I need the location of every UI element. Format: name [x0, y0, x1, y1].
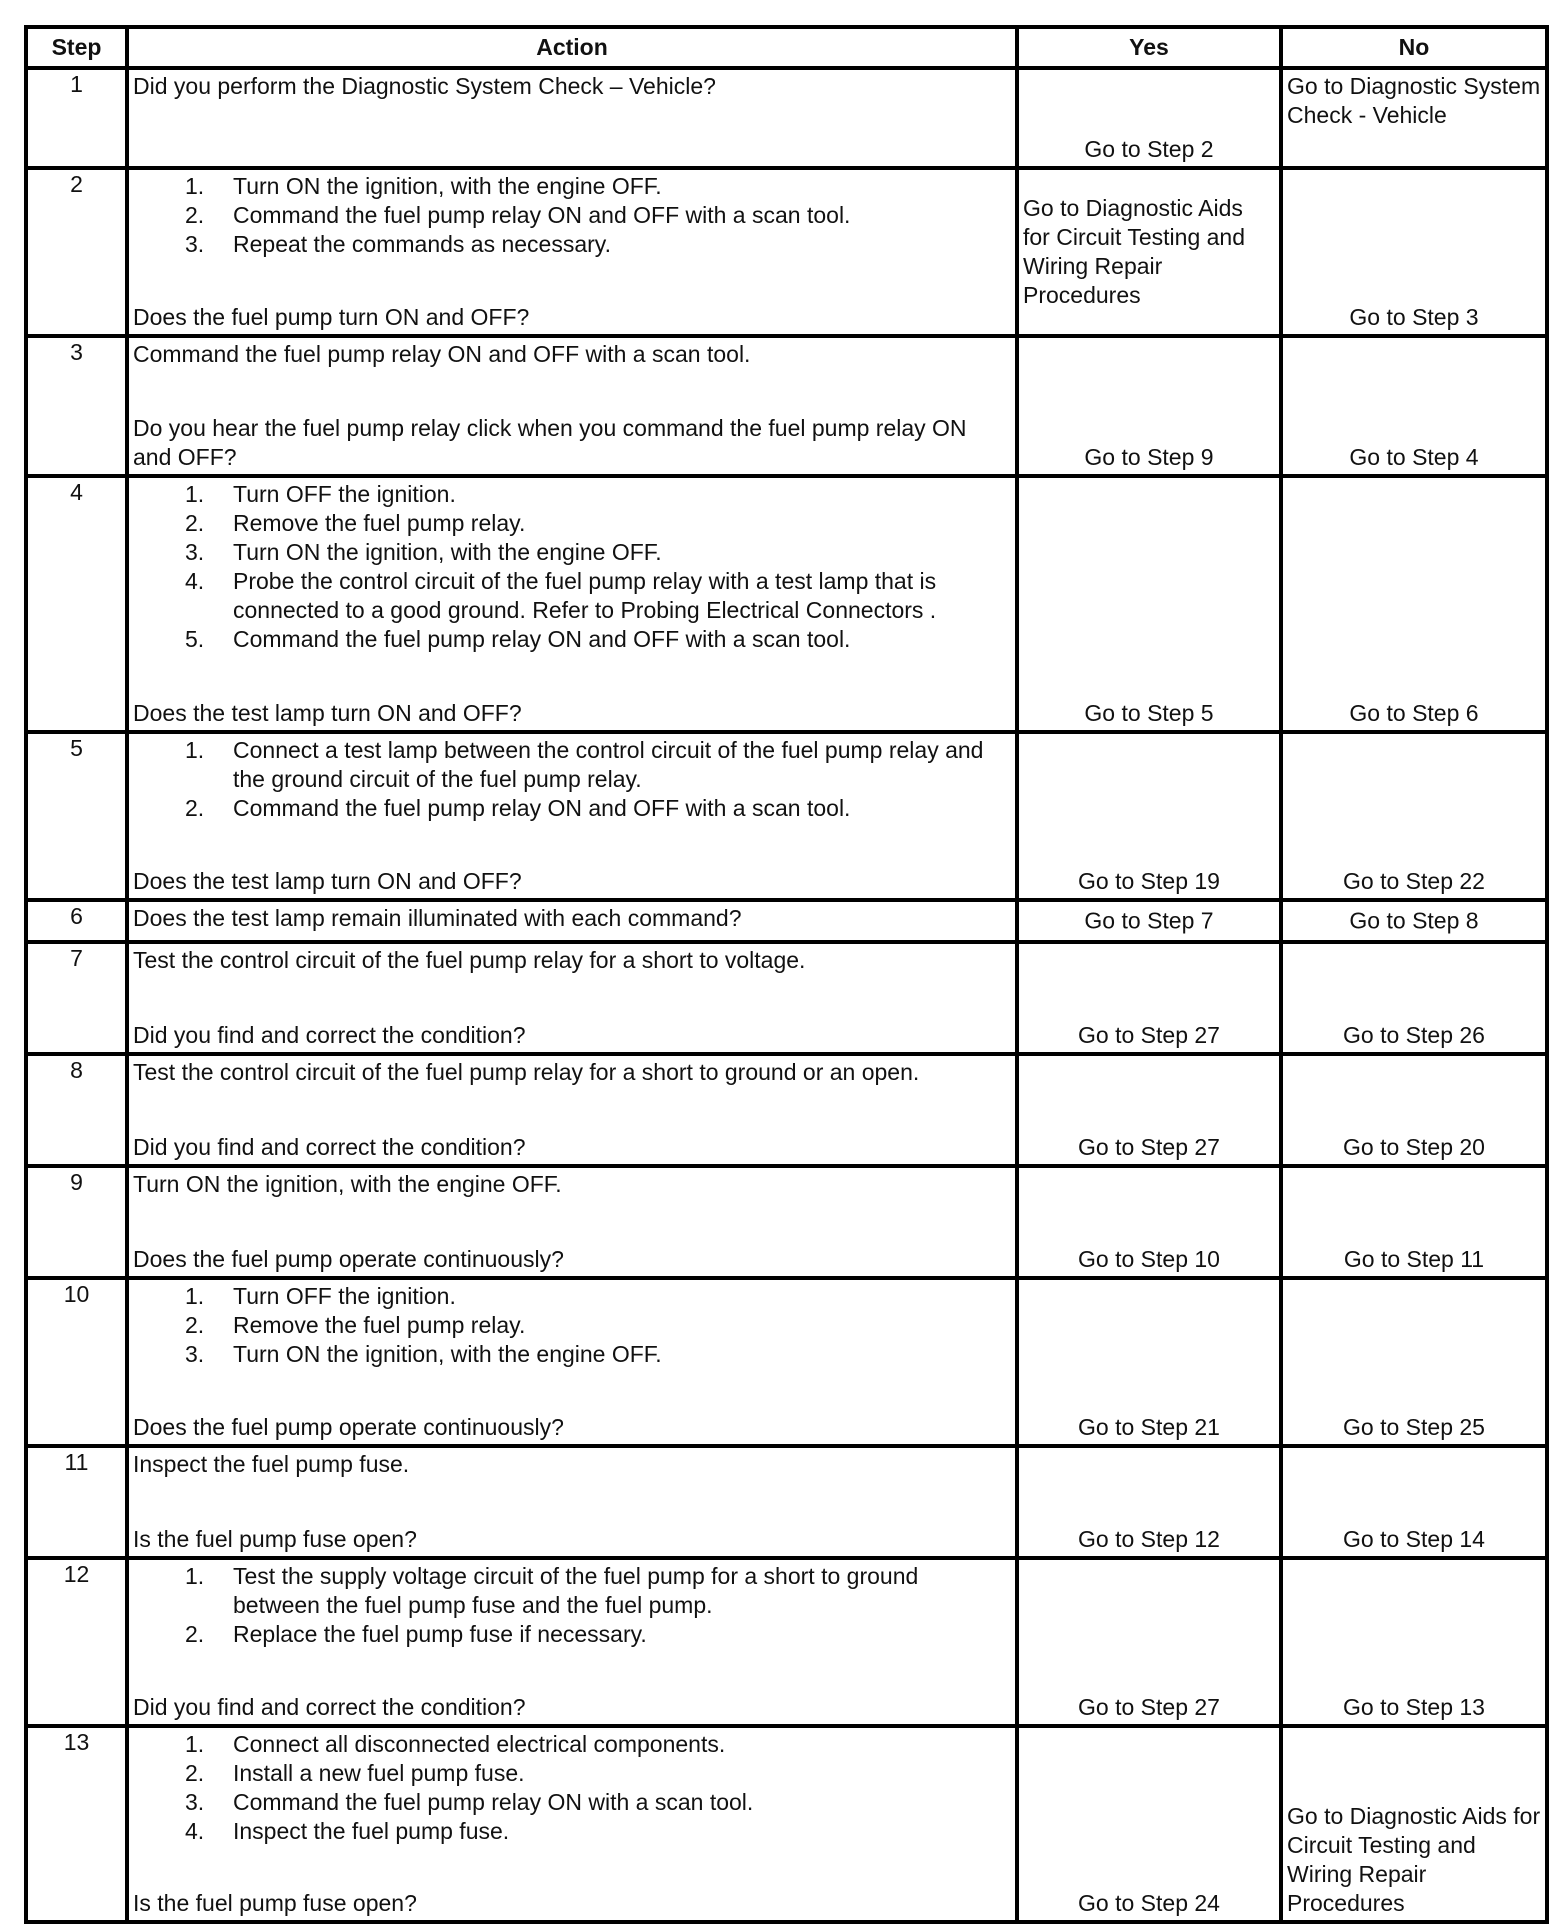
action-question: Is the fuel pump fuse open? — [133, 1526, 417, 1552]
action-step-text: Remove the fuel pump relay. — [233, 1312, 526, 1338]
yes-link[interactable]: Go to Step 2 — [1084, 136, 1214, 162]
action-cell — [127, 1278, 1017, 1446]
action-step-number: 2. — [185, 202, 205, 228]
action-question: Does the fuel pump operate continuously? — [133, 1414, 564, 1440]
yes-cell — [1017, 476, 1281, 732]
action-step-list — [133, 736, 1011, 823]
yes-link[interactable]: Go to Step 7 — [1084, 907, 1214, 934]
header-row — [26, 27, 1547, 68]
action-step-number: 3. — [185, 1789, 205, 1815]
action-step-number: 2. — [185, 795, 205, 821]
action-step-item — [133, 1817, 1011, 1846]
yes-cell — [1017, 1166, 1281, 1278]
no-cell — [1281, 68, 1547, 168]
no-link[interactable]: Go to Step 13 — [1343, 1694, 1485, 1720]
action-step-number: 2. — [185, 1760, 205, 1786]
action-step-list — [133, 1282, 1011, 1369]
action-step-list — [133, 1562, 1011, 1649]
table-body — [26, 68, 1547, 1922]
action-text: Test the control circuit of the fuel pump relay for a short to voltage. — [133, 947, 806, 973]
table-row — [26, 1446, 1547, 1558]
yes-cell — [1017, 1558, 1281, 1726]
step-number: 4 — [26, 476, 127, 732]
no-cell — [1281, 168, 1547, 336]
action-step-text: Command the fuel pump relay ON with a scan tool. — [233, 1789, 754, 1815]
yes-cell — [1017, 1726, 1281, 1922]
step-number: 1 — [26, 68, 127, 168]
action-step-item — [133, 230, 1011, 259]
action-step-number: 1. — [185, 1731, 205, 1757]
action-step-item — [133, 1759, 1011, 1788]
step-number: 11 — [26, 1446, 127, 1558]
action-step-number: 4. — [185, 1818, 205, 1844]
yes-link[interactable]: Go to Diagnostic Aids for Circuit Testing and Wiring Repair Procedures — [1023, 195, 1246, 308]
action-cell — [127, 1054, 1017, 1166]
yes-link[interactable]: Go to Step 19 — [1078, 868, 1220, 894]
step-number: 6 — [26, 900, 127, 942]
table-row — [26, 1278, 1547, 1446]
table-row — [26, 1558, 1547, 1726]
action-question: Does the fuel pump turn ON and OFF? — [133, 304, 530, 330]
action-cell — [127, 732, 1017, 900]
action-step-text: Probe the control circuit of the fuel pump relay with a test lamp that is connected to a good ground. Refer to Probing Electrical Connectors . — [233, 568, 937, 623]
action-cell — [127, 1558, 1017, 1726]
action-question: Does the test lamp turn ON and OFF? — [133, 700, 522, 726]
yes-link[interactable]: Go to Step 21 — [1078, 1414, 1220, 1440]
action-step-item — [133, 509, 1011, 538]
action-step-item — [133, 794, 1011, 823]
action-step-item — [133, 1311, 1011, 1340]
no-cell — [1281, 1558, 1547, 1726]
action-step-text: Replace the fuel pump fuse if necessary. — [233, 1621, 647, 1647]
action-step-text: Command the fuel pump relay ON and OFF with a scan tool. — [233, 202, 851, 228]
action-text: Did you perform the Diagnostic System Check – Vehicle? — [133, 73, 716, 99]
no-cell — [1281, 1726, 1547, 1922]
action-step-text: Turn OFF the ignition. — [233, 481, 456, 507]
step-number: 10 — [26, 1278, 127, 1446]
header-no: No — [1281, 27, 1547, 68]
yes-link[interactable]: Go to Step 24 — [1078, 1890, 1220, 1916]
action-cell — [127, 1166, 1017, 1278]
action-step-number: 2. — [185, 510, 205, 536]
yes-cell — [1017, 900, 1281, 942]
action-question: Do you hear the fuel pump relay click when you command the fuel pump relay ON and OFF? — [133, 415, 967, 470]
action-step-number: 1. — [185, 481, 205, 507]
yes-cell — [1017, 942, 1281, 1054]
header-step: Step — [26, 27, 127, 68]
no-link[interactable]: Go to Step 25 — [1343, 1414, 1485, 1440]
action-step-text: Turn ON the ignition, with the engine OFF. — [233, 173, 662, 199]
action-step-text: Turn OFF the ignition. — [233, 1283, 456, 1309]
yes-cell — [1017, 68, 1281, 168]
table-row — [26, 732, 1547, 900]
action-step-number: 1. — [185, 173, 205, 199]
action-question: Is the fuel pump fuse open? — [133, 1890, 417, 1916]
action-step-text: Connect all disconnected electrical components. — [233, 1731, 726, 1757]
no-cell — [1281, 336, 1547, 476]
header-action: Action — [127, 27, 1017, 68]
yes-link[interactable]: Go to Step 27 — [1078, 1694, 1220, 1720]
action-question: Does the test lamp turn ON and OFF? — [133, 868, 522, 894]
action-step-list — [133, 480, 1011, 654]
action-cell — [127, 900, 1017, 942]
action-cell — [127, 942, 1017, 1054]
yes-link[interactable]: Go to Step 12 — [1078, 1526, 1220, 1552]
no-link[interactable]: Go to Step 8 — [1349, 907, 1479, 934]
action-question: Does the fuel pump operate continuously? — [133, 1246, 564, 1272]
action-step-text: Command the fuel pump relay ON and OFF with a scan tool. — [233, 795, 851, 821]
table-row — [26, 168, 1547, 336]
action-step-text: Repeat the commands as necessary. — [233, 231, 611, 257]
action-step-item — [133, 1620, 1011, 1649]
no-link[interactable]: Go to Diagnostic System Check - Vehicle — [1287, 73, 1541, 128]
yes-link[interactable]: Go to Step 27 — [1078, 1022, 1220, 1048]
no-link[interactable]: Go to Step 6 — [1349, 700, 1479, 726]
action-step-item — [133, 1282, 1011, 1311]
action-question: Did you find and correct the condition? — [133, 1134, 526, 1160]
no-cell — [1281, 476, 1547, 732]
action-step-text: Inspect the fuel pump fuse. — [233, 1818, 510, 1844]
action-step-number: 2. — [185, 1621, 205, 1647]
no-link[interactable]: Go to Diagnostic Aids for Circuit Testing and Wiring Repair Procedures — [1287, 1803, 1541, 1916]
action-question: Did you find and correct the condition? — [133, 1022, 526, 1048]
action-text: Inspect the fuel pump fuse. — [133, 1451, 410, 1477]
action-text: Turn ON the ignition, with the engine OFF. — [133, 1171, 562, 1197]
action-step-text: Command the fuel pump relay ON and OFF with a scan tool. — [233, 626, 851, 652]
action-cell — [127, 168, 1017, 336]
action-step-number: 1. — [185, 737, 205, 763]
action-cell — [127, 1726, 1017, 1922]
no-cell — [1281, 1054, 1547, 1166]
table-row — [26, 1166, 1547, 1278]
action-step-item — [133, 172, 1011, 201]
yes-cell — [1017, 1446, 1281, 1558]
action-step-number: 3. — [185, 231, 205, 257]
action-text: Does the test lamp remain illuminated with each command? — [133, 905, 742, 931]
step-number: 12 — [26, 1558, 127, 1726]
header-yes: Yes — [1017, 27, 1281, 68]
action-step-item — [133, 567, 1011, 625]
action-step-item — [133, 1788, 1011, 1817]
table-row — [26, 900, 1547, 942]
action-step-number: 3. — [185, 1341, 205, 1367]
action-step-item — [133, 1562, 1011, 1620]
no-link[interactable]: Go to Step 4 — [1349, 444, 1479, 470]
action-text: Test the control circuit of the fuel pump relay for a short to ground or an open. — [133, 1059, 920, 1085]
action-step-text: Remove the fuel pump relay. — [233, 510, 526, 536]
action-step-item — [133, 538, 1011, 567]
no-link[interactable]: Go to Step 20 — [1343, 1134, 1485, 1160]
no-link[interactable]: Go to Step 11 — [1343, 1246, 1485, 1272]
no-cell — [1281, 1278, 1547, 1446]
step-number: 9 — [26, 1166, 127, 1278]
action-step-item — [133, 736, 1011, 794]
no-cell — [1281, 1166, 1547, 1278]
yes-link[interactable]: Go to Step 9 — [1084, 444, 1214, 470]
action-step-text: Turn ON the ignition, with the engine OFF. — [233, 1341, 662, 1367]
table-row — [26, 336, 1547, 476]
action-step-number: 4. — [185, 568, 205, 594]
no-cell — [1281, 900, 1547, 942]
action-step-list — [133, 1730, 1011, 1846]
action-step-number: 2. — [185, 1312, 205, 1338]
action-step-text: Test the supply voltage circuit of the fuel pump for a short to ground between the fuel pump fuse and the fuel pump. — [233, 1563, 919, 1618]
action-step-item — [133, 201, 1011, 230]
yes-cell — [1017, 1054, 1281, 1166]
yes-cell — [1017, 1278, 1281, 1446]
diagnostic-table — [24, 25, 1549, 1924]
step-number: 2 — [26, 168, 127, 336]
yes-link[interactable]: Go to Step 10 — [1078, 1246, 1220, 1272]
step-number: 13 — [26, 1726, 127, 1922]
no-cell — [1281, 1446, 1547, 1558]
action-text: Command the fuel pump relay ON and OFF with a scan tool. — [133, 341, 751, 367]
no-link[interactable]: Go to Step 14 — [1343, 1526, 1485, 1552]
yes-cell — [1017, 168, 1281, 336]
action-step-item — [133, 625, 1011, 654]
step-number: 3 — [26, 336, 127, 476]
no-link[interactable]: Go to Step 26 — [1343, 1022, 1485, 1048]
no-link[interactable]: Go to Step 22 — [1343, 868, 1485, 894]
action-question: Did you find and correct the condition? — [133, 1694, 526, 1720]
action-step-number: 3. — [185, 539, 205, 565]
action-step-number: 5. — [185, 626, 205, 652]
table-row — [26, 1054, 1547, 1166]
action-step-text: Turn ON the ignition, with the engine OFF. — [233, 539, 662, 565]
action-step-list — [133, 172, 1011, 259]
action-cell — [127, 68, 1017, 168]
action-cell — [127, 336, 1017, 476]
action-step-text: Connect a test lamp between the control circuit of the fuel pump relay and the ground circuit of the fuel pump relay. — [233, 737, 984, 792]
table-row — [26, 68, 1547, 168]
action-step-number: 1. — [185, 1563, 205, 1589]
yes-cell — [1017, 336, 1281, 476]
action-step-item — [133, 1730, 1011, 1759]
no-link[interactable]: Go to Step 3 — [1349, 304, 1479, 330]
table-row — [26, 476, 1547, 732]
no-cell — [1281, 732, 1547, 900]
no-cell — [1281, 942, 1547, 1054]
action-step-item — [133, 1340, 1011, 1369]
action-step-item — [133, 480, 1011, 509]
yes-cell — [1017, 732, 1281, 900]
step-number: 5 — [26, 732, 127, 900]
step-number: 7 — [26, 942, 127, 1054]
step-number: 8 — [26, 1054, 127, 1166]
action-step-text: Install a new fuel pump fuse. — [233, 1760, 525, 1786]
yes-link[interactable]: Go to Step 5 — [1084, 700, 1214, 726]
action-cell — [127, 476, 1017, 732]
table-row — [26, 1726, 1547, 1922]
table-row — [26, 942, 1547, 1054]
yes-link[interactable]: Go to Step 27 — [1078, 1134, 1220, 1160]
action-step-number: 1. — [185, 1283, 205, 1309]
action-cell — [127, 1446, 1017, 1558]
